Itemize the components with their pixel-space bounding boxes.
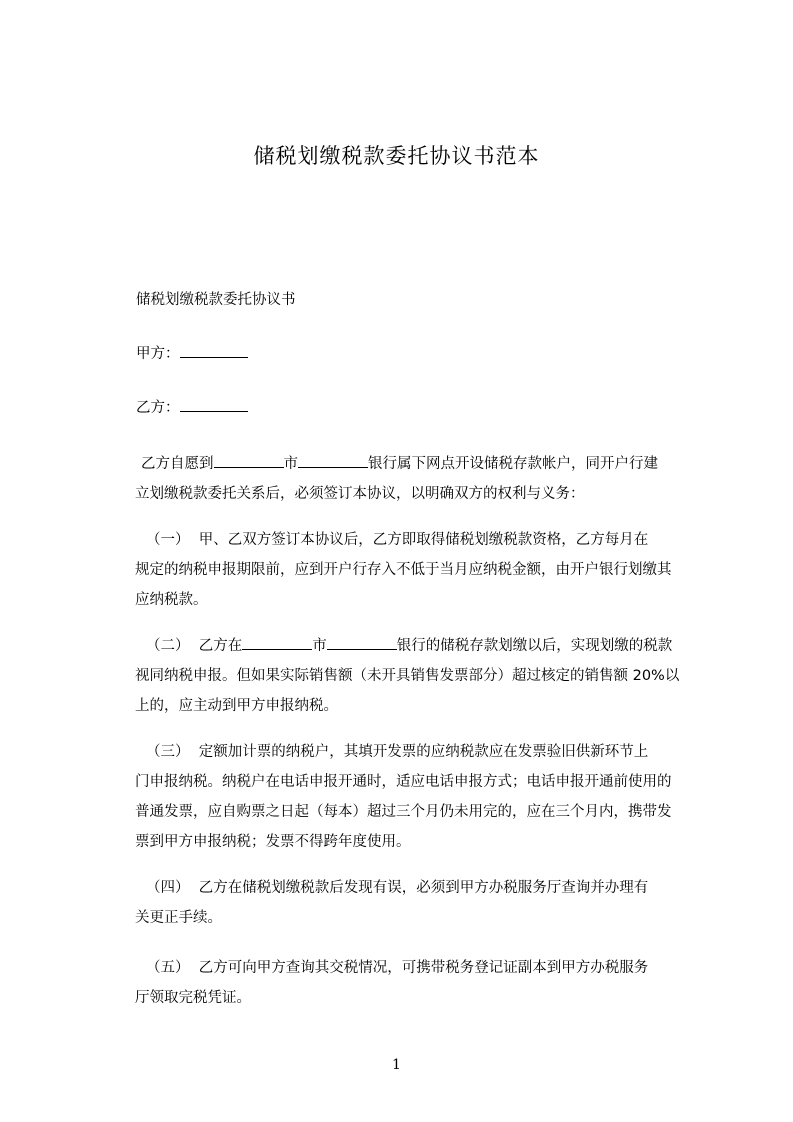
intro-line-1: 乙方自愿到 市 银行属下网点开设储税存款帐户，同开户行建	[135, 449, 703, 479]
intro-paragraph	[135, 449, 703, 509]
clause-5: （五） 乙方可向甲方查询其交税情况，可携带税务登记证副本到甲方办税服务 厅领取完税凭证。	[135, 960, 649, 1006]
clause-2-number: （二）	[146, 638, 190, 654]
party-b-line	[136, 397, 248, 419]
page-number: 1	[392, 1057, 401, 1073]
clause-1: （一） 甲、乙双方签订本协议后，乙方即取得储税划缴税款资格，乙方每月在 规定的纳税申报期限前，应到开户行存入不低于当月应纳税金额，由开户银行划缴其 应纳税款。	[135, 532, 672, 608]
party-a-line	[136, 343, 248, 365]
intro-line-2: 立划缴税款委托关系后，必须签订本协议，以明确双方的权利与义务：	[135, 486, 585, 502]
clause-2: （二） 乙方在 市 银行的储税存款划缴以后，实现划缴的税款 视同纳税申报。但如果实际销售额（未开具销售发票部分）超过核定的销售额 20%以 上的，应主动到甲方申报纳税。	[135, 631, 703, 721]
clause-1-number: （一）	[146, 532, 190, 548]
party-b-blank	[180, 397, 248, 412]
party-a-blank	[180, 343, 248, 358]
party-b-label: 乙方：	[136, 400, 180, 416]
document-subtitle: 储税划缴税款委托协议书	[136, 292, 296, 308]
clause-3: （三） 定额加计票的纳税户，其填开发票的应纳税款应在发票验旧供新环节上 门申报纳税。纳税户在电话申报开通时，适应电话申报方式；电话申报开通前使用的 普通发票，应自购票之日起（每本）超过三个月仍未用完的，应在三个月内，携带发 票到甲方申报纳税；发票不得跨年度使用。	[135, 744, 672, 850]
party-a-label: 甲方：	[136, 346, 180, 362]
clause-3-number: （三）	[146, 744, 190, 760]
clause-5-number: （五）	[146, 960, 190, 976]
clause-4: （四） 乙方在储税划缴税款后发现有误，必须到甲方办税服务厅查询并办理有 关更正手续。	[135, 880, 649, 926]
clause-4-number: （四）	[146, 880, 190, 896]
document-title: 储税划缴税款委托协议书范本	[253, 144, 540, 168]
